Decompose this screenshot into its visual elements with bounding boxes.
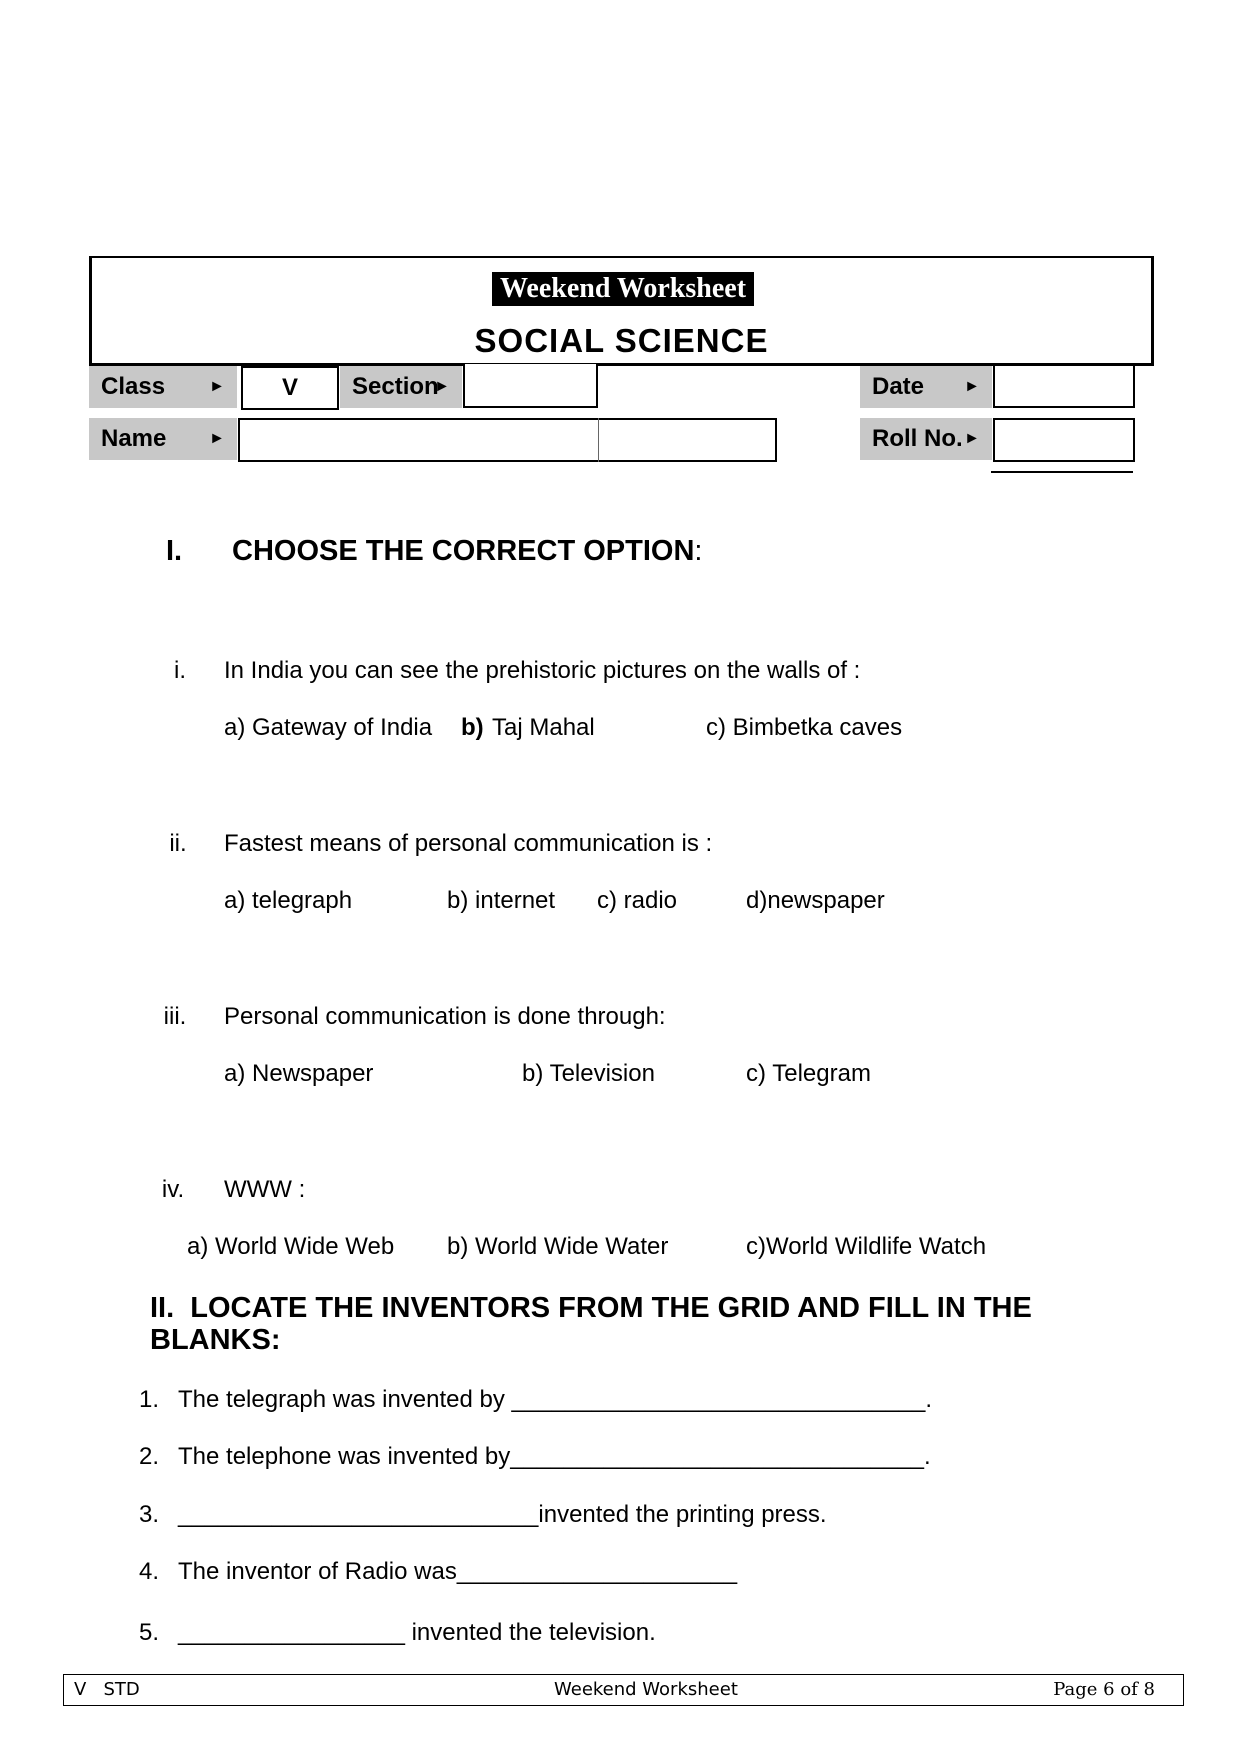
footer-class: V STD: [74, 1679, 140, 1700]
option[interactable]: c) radio: [597, 887, 678, 914]
option[interactable]: Taj Mahal: [492, 714, 595, 741]
arrow-right-icon: ►: [209, 430, 225, 447]
item-number: 3.: [139, 1501, 160, 1528]
option[interactable]: b) World Wide Water: [447, 1233, 669, 1260]
roll-field[interactable]: [993, 418, 1135, 462]
section-2-heading: II. LOCATE THE INVENTORS FROM THE GRID AND FILL IN THE: [150, 1292, 1032, 1324]
section-label: Section ►: [340, 366, 462, 408]
page-number: Page 6 of 8: [1053, 1679, 1155, 1700]
arrow-right-icon: ►: [964, 430, 980, 447]
arrow-right-icon: ►: [964, 378, 980, 395]
question-text: Personal communication is done through:: [224, 1003, 666, 1030]
option[interactable]: b) Television: [522, 1060, 655, 1087]
footer-title: Weekend Worksheet: [554, 1679, 738, 1700]
option[interactable]: c) Telegram: [746, 1060, 871, 1087]
roll-label: Roll No. ►: [860, 418, 992, 460]
option[interactable]: a) Gateway of India: [224, 714, 433, 741]
question-number: iii.: [163, 1003, 187, 1030]
section-1-heading: CHOOSE THE CORRECT OPTION:: [232, 535, 703, 567]
date-label: Date ►: [860, 366, 992, 408]
question-number: i.: [174, 657, 186, 684]
arrow-right-icon: ►: [434, 378, 450, 395]
fill-blank-item[interactable]: The inventor of Radio was_____________________: [178, 1558, 738, 1585]
option[interactable]: a) World Wide Web: [187, 1233, 395, 1260]
option[interactable]: d)newspaper: [746, 887, 885, 914]
item-number: 1.: [139, 1386, 160, 1413]
section-field[interactable]: [463, 364, 598, 408]
question-text: WWW :: [224, 1176, 306, 1203]
class-field[interactable]: V: [241, 366, 339, 410]
option[interactable]: b) internet: [447, 887, 556, 914]
option[interactable]: c) Bimbetka caves: [706, 714, 903, 741]
question-number: iv.: [161, 1176, 185, 1203]
option[interactable]: a) Newspaper: [224, 1060, 374, 1087]
divider: [991, 471, 1133, 473]
question-number: ii.: [169, 830, 187, 857]
fill-blank-item[interactable]: The telephone was invented by_______________________________.: [178, 1443, 931, 1470]
arrow-right-icon: ►: [209, 378, 225, 395]
section-2-heading-cont: BLANKS:: [150, 1324, 281, 1356]
question-text: Fastest means of personal communication is :: [224, 830, 713, 857]
fill-blank-item[interactable]: The telegraph was invented by _______________________________.: [178, 1386, 932, 1413]
item-number: 4.: [139, 1558, 160, 1585]
option[interactable]: a) telegraph: [224, 887, 353, 914]
divider: [598, 418, 599, 462]
item-number: 2.: [139, 1443, 160, 1470]
fill-blank-item[interactable]: ___________________________invented the printing press.: [178, 1501, 827, 1528]
option[interactable]: c)World Wildlife Watch: [746, 1233, 987, 1260]
page-footer: [63, 1674, 1184, 1706]
class-label: Class ►: [89, 366, 237, 408]
option-letter: b): [461, 714, 484, 741]
name-label: Name ►: [89, 418, 237, 460]
name-field[interactable]: [238, 418, 777, 462]
item-number: 5.: [139, 1619, 160, 1646]
date-field[interactable]: [993, 364, 1135, 408]
fill-blank-item[interactable]: _________________ invented the television.: [178, 1619, 656, 1646]
subject-title: SOCIAL SCIENCE: [474, 322, 769, 359]
section-1-numeral: I.: [166, 535, 183, 567]
question-text: In India you can see the prehistoric pictures on the walls of :: [224, 657, 861, 684]
worksheet-title: Weekend Worksheet: [492, 272, 754, 306]
